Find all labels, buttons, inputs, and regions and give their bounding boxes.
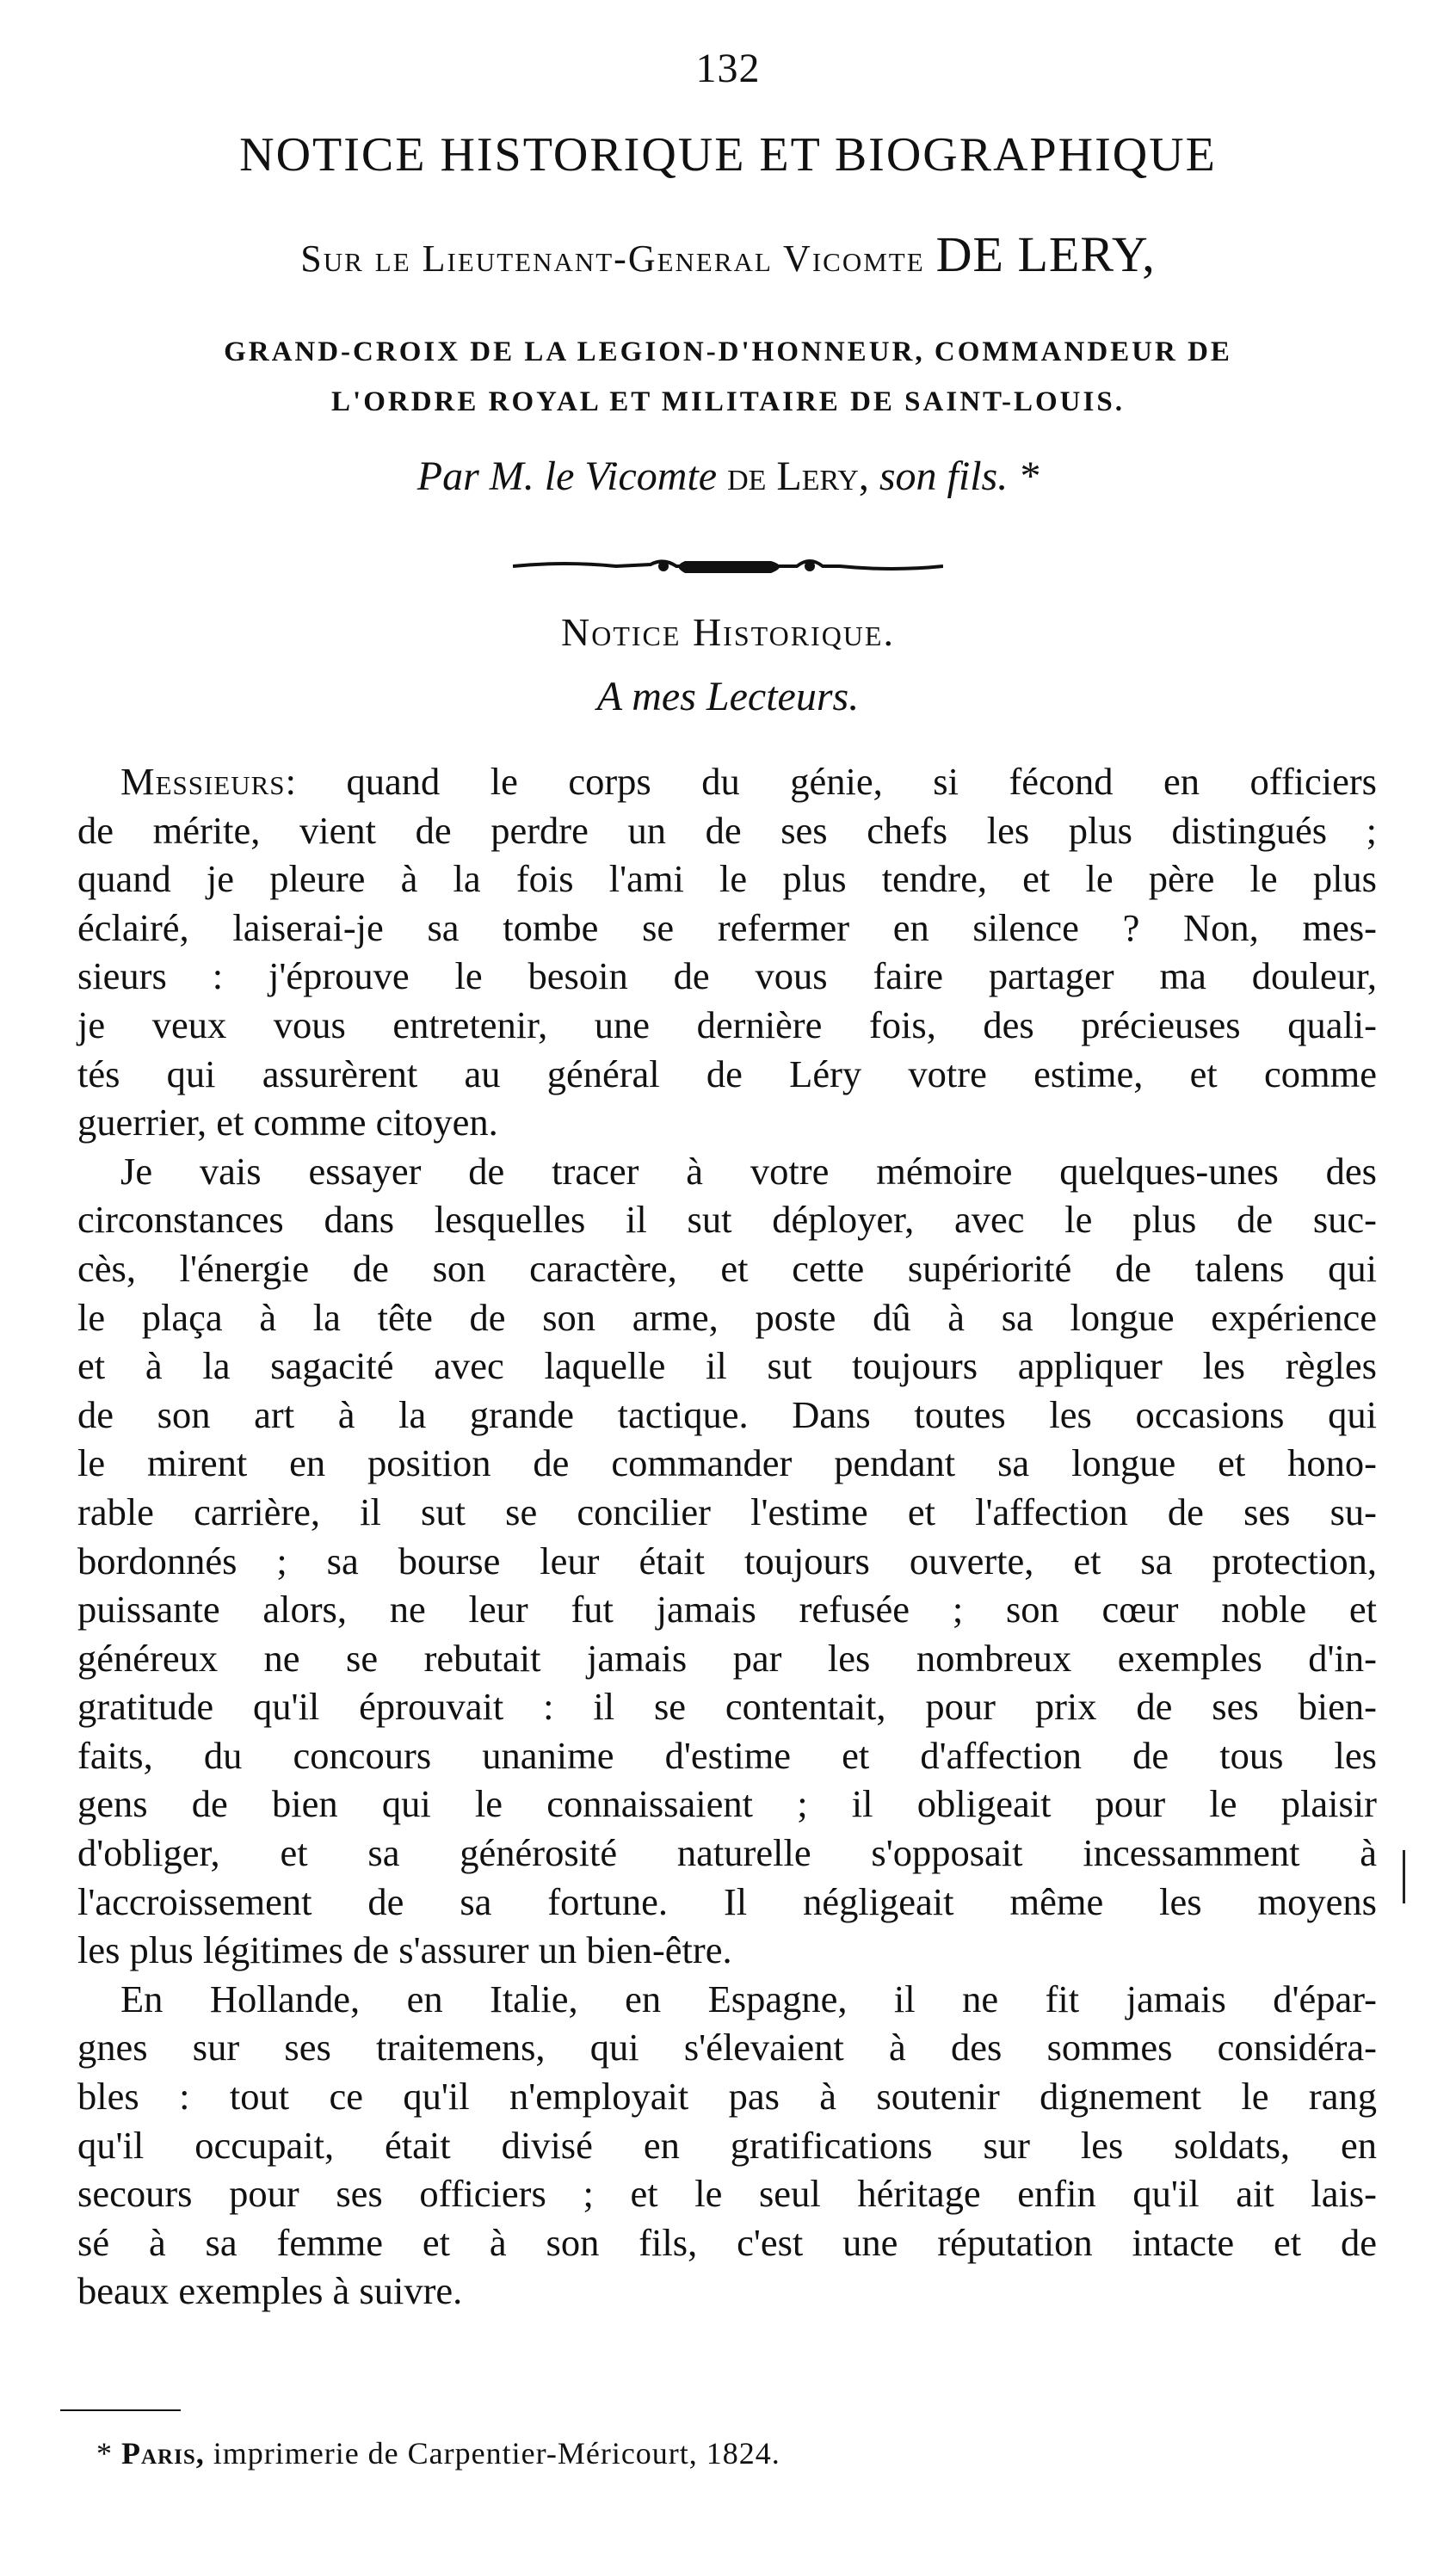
text-line: beaux exemples à suivre. (77, 2269, 463, 2313)
footnote-text: imprimerie de Carpentier-Méricourt, 1824. (213, 2436, 780, 2471)
text-line: de son art à la grande tactique. Dans toutes les occasions qui (77, 1392, 1377, 1436)
byline (0, 453, 1456, 500)
footnote-rule (60, 2409, 181, 2411)
text-line: je veux vous entretenir, une dernière fois, des précieuses quali- (77, 1002, 1377, 1046)
text-line: En Hollande, en Italie, en Espagne, il ne fit jamais d'épar- (120, 1977, 1377, 2020)
text-line: le mirent en position de commander pendant sa longue et hono- (77, 1441, 1377, 1485)
text-line: qu'il occupait, était divisé en gratifications sur les soldats, en (77, 2123, 1377, 2167)
subtitle (0, 225, 1456, 283)
footnote-marker: * (96, 2436, 113, 2471)
text-line: et à la sagacité avec laquelle il sut toujours appliquer les règles (77, 1344, 1377, 1388)
lead-word: Messieurs (120, 760, 286, 803)
text-line: le plaça à la tête de son arme, poste dû à sa longue expérience (77, 1295, 1377, 1339)
text-line: puissante alors, ne leur fut jamais refusée ; son cœur noble et (77, 1588, 1377, 1632)
text-line: tés qui assurèrent au général de Léry votre estime, et comme (77, 1052, 1377, 1095)
text-line: gens de bien qui le connaissaient ; il obligeait pour le plaisir (77, 1782, 1377, 1826)
text-line: cès, l'énergie de son caractère, et cette supériorité de talens qui (77, 1246, 1377, 1290)
subtitle-prefix: Sur le Lieutenant-General Vicomte (300, 237, 925, 280)
subtitle-name: DE LERY, (935, 226, 1156, 282)
text-line: éclairé, laiserai-je sa tombe se refermer en silence ? Non, mes- (77, 905, 1377, 949)
text-line: de mérite, vient de perdre un de ses chefs les plus distingués ; (77, 808, 1377, 852)
margin-mark (1403, 1850, 1405, 1903)
text-line: Messieurs: quand le corps du génie, si fécond en officiers (120, 760, 1377, 803)
page-title: NOTICE HISTORIQUE ET BIOGRAPHIQUE (239, 128, 1217, 182)
text-line: sé à sa femme et à son fils, c'est une réputation intacte et de (77, 2220, 1377, 2264)
honors (112, 327, 1344, 427)
byline-name: de Lery, (727, 453, 869, 499)
page-number: 132 (695, 46, 761, 91)
honors-line-1: GRAND-CROIX DE LA LEGION-D'HONNEUR, COMMANDEUR DE (224, 336, 1232, 367)
text-line: d'obliger, et sa générosité naturelle s'opposait incessamment à (77, 1831, 1377, 1875)
byline-prefix: Par M. le Vicomte (416, 453, 718, 499)
text-line: faits, du concours unanime d'estime et d'affection de tous les (77, 1733, 1377, 1777)
ornament-divider-icon (513, 551, 943, 582)
text-line: quand je pleure à la fois l'ami le plus tendre, et le père le plus (77, 857, 1377, 901)
text-line: l'accroissement de sa fortune. Il négligeait même les moyens (77, 1879, 1377, 1923)
text-line: rable carrière, il sut se concilier l'estime et l'affection de ses su- (77, 1490, 1377, 1533)
text-line: bordonnés ; sa bourse leur était toujours ouverte, et sa protection, (77, 1539, 1377, 1582)
notice-subheading: A mes Lecteurs. (596, 674, 860, 719)
text-line: guerrier, et comme citoyen. (77, 1101, 498, 1144)
text-line: bles : tout ce qu'il n'employait pas à soutenir dignement le rang (77, 2075, 1377, 2119)
body-text (77, 757, 1377, 2316)
text-line: généreux ne se rebutait jamais par les nombreux exemples d'in- (77, 1636, 1377, 1680)
text-line: secours pour ses officiers ; et le seul héritage enfin qu'il ait lais- (77, 2172, 1377, 2216)
honors-line-2: L'ORDRE ROYAL ET MILITAIRE DE SAINT-LOUIS. (331, 386, 1125, 417)
footnote-city: Paris, (121, 2436, 205, 2471)
footnote (96, 2435, 780, 2471)
text-line: gratitude qu'il éprouvait : il se contentait, pour prix de ses bien- (77, 1685, 1377, 1729)
text-line: les plus légitimes de s'assurer un bien-être. (77, 1928, 732, 1972)
text-line: sieurs : j'éprouve le besoin de vous faire partager ma douleur, (77, 954, 1377, 998)
byline-suffix: son fils. * (879, 453, 1040, 499)
text-line: gnes sur ses traitemens, qui s'élevaient à des sommes considéra- (77, 2026, 1377, 2070)
text-line: circonstances dans lesquelles il sut déployer, avec le plus de suc- (77, 1198, 1377, 1242)
text-line: Je vais essayer de tracer à votre mémoire quelques-unes des (120, 1149, 1377, 1193)
notice-heading: Notice Historique. (561, 610, 895, 654)
